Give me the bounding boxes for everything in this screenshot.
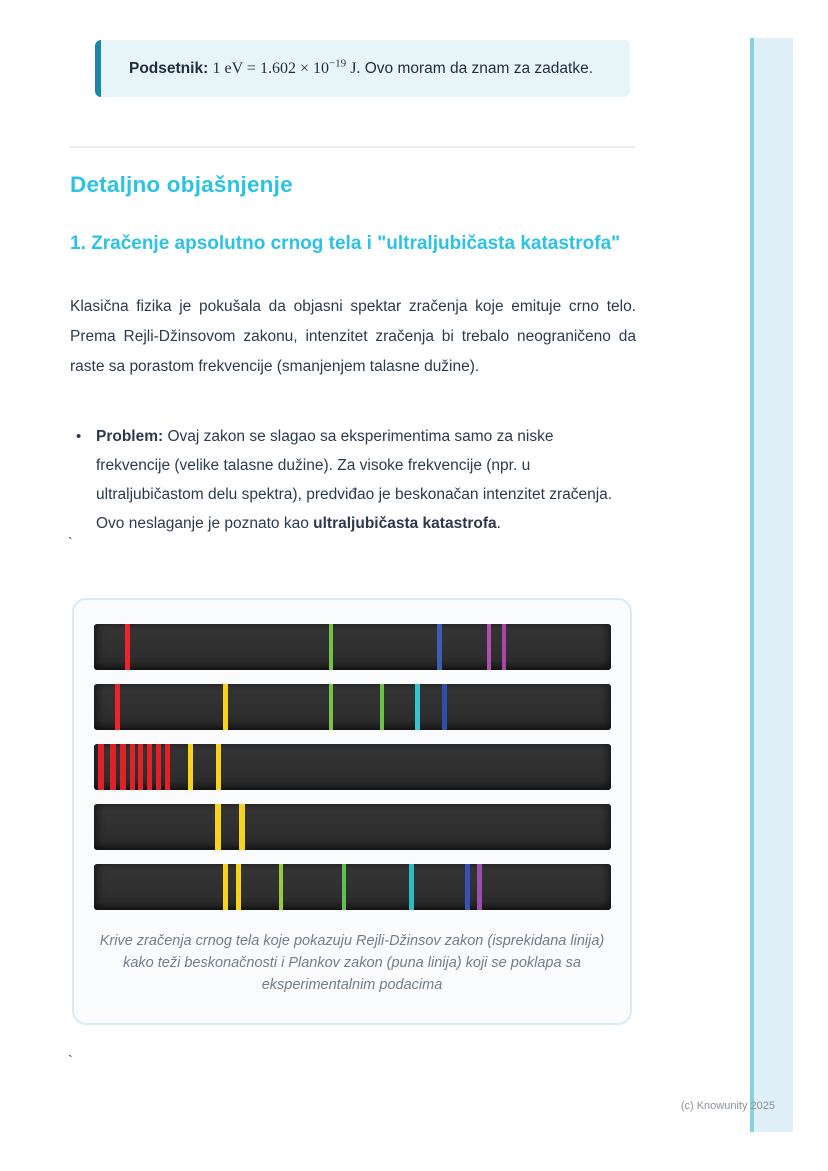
green-emission-line [279, 864, 283, 910]
spectrum-bar-2 [94, 684, 611, 730]
red-emission-line [125, 624, 130, 670]
blue-emission-line [437, 624, 442, 670]
yellow-emission-line [236, 864, 241, 910]
figure-caption: Krive zračenja crnog tela koje pokazuju Rejli-Džinsov zakon (isprekidana linija) kako teži beskonačnosti i Plankov zakon (puna linija) koji se poklapa sa eksperimentalnim podacima [99, 933, 605, 993]
yellow-emission-line [239, 804, 245, 850]
red-emission-line [115, 684, 120, 730]
bold-term: ultraljubičasta katastrofa [313, 515, 497, 532]
magenta-emission-line [487, 624, 491, 670]
magenta-emission-line [502, 624, 506, 670]
yellow-emission-line [215, 804, 221, 850]
stray-backtick: ` [68, 534, 73, 550]
section-divider [70, 146, 635, 148]
red-emission-line [130, 744, 135, 790]
red-emission-line [110, 744, 116, 790]
red-emission-line [98, 744, 104, 790]
subsection-title: 1. Zračenje apsolutno crnog tela i "ultraljubičasta katastrofa" [70, 233, 621, 254]
blue-emission-line [442, 684, 447, 730]
problem-label: Problem: [96, 428, 164, 445]
cyan-emission-line [415, 684, 420, 730]
reminder-label: Podsetnik: [129, 60, 209, 77]
red-emission-line [165, 744, 170, 790]
intro-paragraph: Klasična fizika je pokušala da objasni spektar zračenja koje emituje crno telo. Prema Rejli-Džinsovom zakonu, intenzitet zračenja bi trebalo neograničeno da raste sa porastom frekvencije (smanjenjem talasne dužine). [70, 298, 636, 375]
spectrum-bar-5 [94, 864, 611, 910]
spectrum-bar-1 [94, 624, 611, 670]
right-rail [750, 38, 793, 1132]
yellow-emission-line [188, 744, 193, 790]
cyan-emission-line [409, 864, 414, 910]
red-emission-line [147, 744, 152, 790]
blue-emission-line [465, 864, 470, 910]
spectrum-bar-3 [94, 744, 611, 790]
ev-formula: 1 eV = $1.602 \times 10^{-19}$ J. [212, 57, 361, 77]
purple-emission-line [477, 864, 482, 910]
green-emission-line [380, 684, 384, 730]
copyright: (c) Knowunity 2025 [680, 1100, 775, 1112]
spectrum-bar-4 [94, 804, 611, 850]
reminder-note: Ovo moram da znam za zadatke. [364, 60, 594, 77]
green-emission-line [329, 684, 333, 730]
red-emission-line [120, 744, 126, 790]
reminder-text [129, 53, 604, 84]
red-emission-line [138, 744, 143, 790]
yellow-emission-line [223, 864, 228, 910]
reminder-callout [95, 40, 630, 97]
formula-exponent: −19 [328, 57, 347, 70]
problem-list [70, 422, 626, 538]
emission-spectra [94, 624, 611, 910]
spectra-figure [72, 598, 632, 1025]
green-emission-line [342, 864, 346, 910]
yellow-emission-line [223, 684, 228, 730]
yellow-emission-line [216, 744, 221, 790]
red-emission-line [156, 744, 161, 790]
green-emission-line [329, 624, 333, 670]
stray-backtick: ` [68, 1052, 73, 1068]
list-item: • Problem: Ovaj zakon se slagao sa eksperimentima samo za niske frekvencije (velike talasne dužine). Za visoke frekvencije (npr. u ultraljubičastom delu spektra), predviđao je beskonačan intenzitet zračenja. Ovo neslaganje je poznato kao ultraljubičasta katastrofa. [70, 422, 626, 538]
page-title: Detaljno objašnjenje [70, 172, 293, 197]
